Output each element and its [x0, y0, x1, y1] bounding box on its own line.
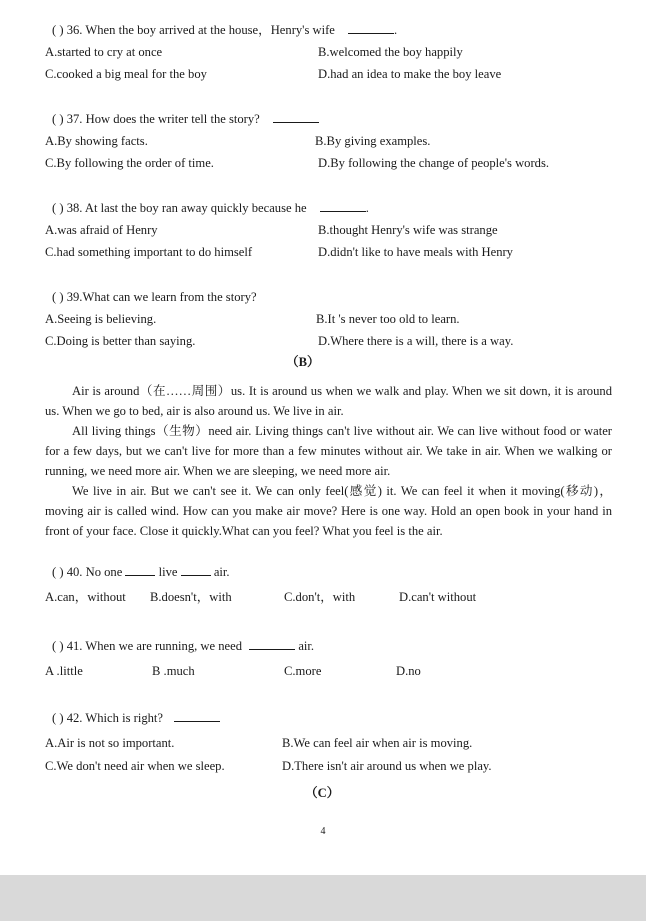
option-a: A.By showing facts.: [45, 134, 148, 148]
option-b: B.welcomed the boy happily: [318, 45, 463, 59]
question-text: 37. How does the writer tell the story?: [66, 112, 260, 126]
option-c: C.cooked a big meal for the boy: [45, 67, 207, 81]
question-text: 40. No one: [66, 565, 123, 579]
option-d: D.By following the change of people's words.: [318, 156, 550, 170]
option-d: D.no: [396, 664, 421, 678]
question-41: ( ) 41. When we are running, we need air.: [52, 639, 315, 653]
answer-blank: [125, 564, 155, 576]
question-38: ( ) 38. At last the boy ran away quickly because he .: [52, 201, 369, 215]
answer-paren: ( ): [52, 711, 64, 725]
section-heading-c: （C）: [305, 786, 340, 800]
option-c: C.had something important to do himself: [45, 245, 253, 259]
answer-blank: [174, 710, 220, 722]
question-text: 41. When we are running, we need: [66, 639, 243, 653]
option-b: B.doesn't，with: [150, 590, 232, 604]
passage-paragraph: Air is around（在……周围）us. It is around us when we walk and play. When we sit down, it is around us. When we go to bed, air is also around us. We live in air.: [45, 384, 612, 418]
option-d: D.Where there is a will, there is a way.: [318, 334, 514, 348]
answer-blank: [320, 200, 366, 212]
section-heading-b: （B）: [286, 355, 320, 369]
option-b: B.thought Henry's wife was strange: [318, 223, 498, 237]
answer-paren: ( ): [52, 565, 64, 579]
question-36: ( ) 36. When the boy arrived at the house，Henry's wife .: [52, 23, 398, 37]
question-text: 36. When the boy arrived at the house，Henry's wife: [66, 23, 335, 37]
page-number: 4: [320, 826, 326, 837]
answer-blank: [249, 638, 295, 650]
option-c: C.Doing is better than saying.: [45, 334, 196, 348]
answer-blank: [181, 564, 211, 576]
option-b: B.By giving examples.: [315, 134, 431, 148]
option-d: D.can't without: [399, 590, 477, 604]
answer-paren: ( ): [52, 290, 64, 304]
option-a: A.was afraid of Henry: [45, 223, 158, 237]
viewer-background: [0, 875, 646, 921]
option-a: A.Air is not so important.: [45, 736, 175, 750]
option-b: B.It 's never too old to learn.: [316, 312, 460, 326]
question-text: 39.What can we learn from the story?: [66, 290, 257, 304]
passage-paragraph: We live in air. But we can't see it. We can only feel(感觉) it. We can feel it when it moving(移动)，moving air is called wind. How can you make air move? Here is one way. Hold an open book in your hand in front of your face. Close it quickly.What can you feel? What you feel is the air.: [45, 484, 612, 538]
option-c: C.more: [284, 664, 322, 678]
question-39: [52, 289, 257, 305]
answer-blank: [273, 111, 319, 123]
option-c: C.We don't need air when we sleep.: [45, 759, 225, 773]
question-40: ( ) 40. No one live air.: [52, 565, 230, 579]
option-d: D.had an idea to make the boy leave: [318, 67, 502, 81]
option-c: C.don't，with: [284, 590, 356, 604]
option-d: D.There isn't air around us when we play.: [282, 759, 492, 773]
answer-paren: ( ): [52, 23, 64, 37]
passage-paragraph: All living things（生物）need air. Living things can't live without air. We can live without food or water for a few days, but we can't live for more than a few minutes without air. We take in air. When we walking or running, we need more air. When we are sleeping, we need more air.: [45, 424, 612, 478]
option-a: A.started to cry at once: [45, 45, 163, 59]
question-37: [52, 111, 319, 127]
option-c: C.By following the order of time.: [45, 156, 214, 170]
answer-paren: ( ): [52, 639, 64, 653]
option-b: B.We can feel air when air is moving.: [282, 736, 473, 750]
option-b: B .much: [152, 664, 195, 678]
question-42: [52, 710, 220, 726]
option-d: D.didn't like to have meals with Henry: [318, 245, 513, 259]
answer-paren: ( ): [52, 201, 64, 215]
option-a: A.can，without: [45, 590, 126, 604]
answer-blank: [348, 22, 394, 34]
question-text: 42. Which is right?: [66, 711, 164, 725]
option-a: A.Seeing is believing.: [45, 312, 157, 326]
question-text: 38. At last the boy ran away quickly because he: [66, 201, 307, 215]
option-a: A .little: [45, 664, 83, 678]
answer-paren: ( ): [52, 112, 64, 126]
